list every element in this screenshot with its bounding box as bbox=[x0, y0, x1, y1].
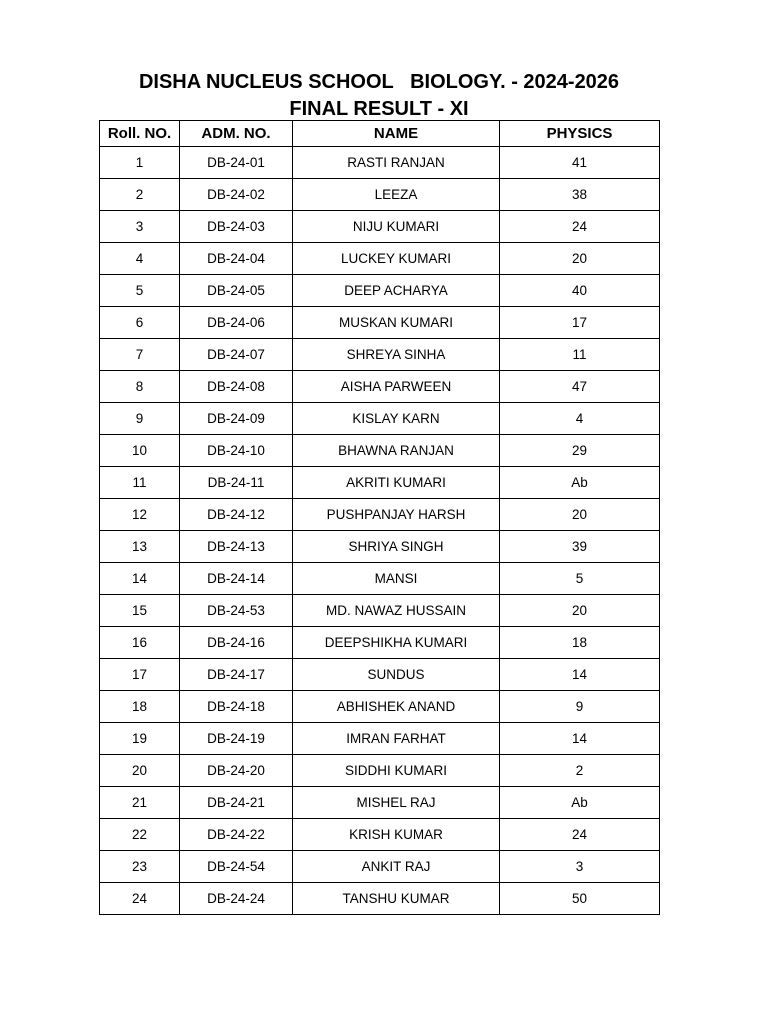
physics-cell: 17 bbox=[500, 307, 660, 339]
name-cell: LEEZA bbox=[293, 179, 500, 211]
adm-no-cell: DB-24-19 bbox=[180, 723, 293, 755]
adm-no-cell: DB-24-54 bbox=[180, 851, 293, 883]
table-row bbox=[100, 627, 660, 659]
name-cell: NIJU KUMARI bbox=[293, 211, 500, 243]
roll-no-cell: 3 bbox=[100, 211, 180, 243]
physics-cell: 18 bbox=[500, 627, 660, 659]
name-cell: PUSHPANJAY HARSH bbox=[293, 499, 500, 531]
adm-no-cell: DB-24-04 bbox=[180, 243, 293, 275]
table-row bbox=[100, 435, 660, 467]
results-table-head bbox=[100, 121, 660, 147]
results-table bbox=[99, 120, 660, 915]
table-row bbox=[100, 147, 660, 179]
roll-no-cell: 24 bbox=[100, 883, 180, 915]
adm-no-cell: DB-24-03 bbox=[180, 211, 293, 243]
adm-no-cell: DB-24-02 bbox=[180, 179, 293, 211]
table-row bbox=[100, 307, 660, 339]
table-row bbox=[100, 499, 660, 531]
physics-cell: 29 bbox=[500, 435, 660, 467]
adm-no-cell: DB-24-24 bbox=[180, 883, 293, 915]
name-cell: DEEP ACHARYA bbox=[293, 275, 500, 307]
roll-no-cell: 13 bbox=[100, 531, 180, 563]
adm-no-cell: DB-24-12 bbox=[180, 499, 293, 531]
roll-no-cell: 4 bbox=[100, 243, 180, 275]
roll-no-cell: 17 bbox=[100, 659, 180, 691]
roll-no-cell: 20 bbox=[100, 755, 180, 787]
physics-cell: 40 bbox=[500, 275, 660, 307]
roll-no-cell: 23 bbox=[100, 851, 180, 883]
name-cell: DEEPSHIKHA KUMARI bbox=[293, 627, 500, 659]
physics-cell: 20 bbox=[500, 243, 660, 275]
physics-cell: 24 bbox=[500, 211, 660, 243]
physics-cell: 3 bbox=[500, 851, 660, 883]
roll-no-cell: 6 bbox=[100, 307, 180, 339]
table-row bbox=[100, 531, 660, 563]
roll-no-cell: 8 bbox=[100, 371, 180, 403]
table-row bbox=[100, 339, 660, 371]
result-title: FINAL RESULT - XI bbox=[289, 98, 469, 120]
adm-no-cell: DB-24-01 bbox=[180, 147, 293, 179]
roll-no-cell: 15 bbox=[100, 595, 180, 627]
adm-no-cell: DB-24-16 bbox=[180, 627, 293, 659]
adm-no-cell: DB-24-09 bbox=[180, 403, 293, 435]
roll-no-cell: 19 bbox=[100, 723, 180, 755]
adm-no-cell: DB-24-14 bbox=[180, 563, 293, 595]
document-header bbox=[99, 69, 659, 123]
physics-cell: 20 bbox=[500, 595, 660, 627]
table-row bbox=[100, 243, 660, 275]
roll-no-cell: 11 bbox=[100, 467, 180, 499]
table-row bbox=[100, 179, 660, 211]
adm-no-cell: DB-24-05 bbox=[180, 275, 293, 307]
name-cell: RASTI RANJAN bbox=[293, 147, 500, 179]
table-row bbox=[100, 755, 660, 787]
header-row bbox=[100, 121, 660, 147]
name-cell: MANSI bbox=[293, 563, 500, 595]
table-row bbox=[100, 211, 660, 243]
physics-cell: 4 bbox=[500, 403, 660, 435]
adm-no-cell: DB-24-07 bbox=[180, 339, 293, 371]
table-row bbox=[100, 371, 660, 403]
adm-no-cell: DB-24-11 bbox=[180, 467, 293, 499]
name-cell: BHAWNA RANJAN bbox=[293, 435, 500, 467]
adm-no-cell: DB-24-53 bbox=[180, 595, 293, 627]
roll-no-cell: 12 bbox=[100, 499, 180, 531]
adm-no-cell: DB-24-08 bbox=[180, 371, 293, 403]
name-cell: MUSKAN KUMARI bbox=[293, 307, 500, 339]
physics-cell: 50 bbox=[500, 883, 660, 915]
table-row bbox=[100, 659, 660, 691]
physics-cell: 47 bbox=[500, 371, 660, 403]
roll-no-cell: 2 bbox=[100, 179, 180, 211]
table-row bbox=[100, 563, 660, 595]
physics-cell: 24 bbox=[500, 819, 660, 851]
roll-no-cell: 1 bbox=[100, 147, 180, 179]
physics-cell: 14 bbox=[500, 659, 660, 691]
physics-cell: 38 bbox=[500, 179, 660, 211]
physics-cell: Ab bbox=[500, 467, 660, 499]
table-row bbox=[100, 595, 660, 627]
roll-no-cell: 5 bbox=[100, 275, 180, 307]
adm-no-cell: DB-24-20 bbox=[180, 755, 293, 787]
roll-no-cell: 18 bbox=[100, 691, 180, 723]
table-row bbox=[100, 275, 660, 307]
roll-no-cell: 10 bbox=[100, 435, 180, 467]
adm-no-cell: DB-24-13 bbox=[180, 531, 293, 563]
physics-cell: 5 bbox=[500, 563, 660, 595]
name-cell: MISHEL RAJ bbox=[293, 787, 500, 819]
roll-no-cell: 14 bbox=[100, 563, 180, 595]
name-cell: IMRAN FARHAT bbox=[293, 723, 500, 755]
name-cell: KRISH KUMAR bbox=[293, 819, 500, 851]
name-cell: TANSHU KUMAR bbox=[293, 883, 500, 915]
table-row bbox=[100, 691, 660, 723]
adm-no-cell: DB-24-22 bbox=[180, 819, 293, 851]
name-cell: SHRIYA SINGH bbox=[293, 531, 500, 563]
column-header-physics: PHYSICS bbox=[500, 121, 660, 147]
physics-cell: 41 bbox=[500, 147, 660, 179]
table-row bbox=[100, 403, 660, 435]
table-row bbox=[100, 723, 660, 755]
table-row bbox=[100, 851, 660, 883]
name-cell: AISHA PARWEEN bbox=[293, 371, 500, 403]
results-table-body bbox=[100, 147, 660, 915]
adm-no-cell: DB-24-18 bbox=[180, 691, 293, 723]
name-cell: LUCKEY KUMARI bbox=[293, 243, 500, 275]
physics-cell: 39 bbox=[500, 531, 660, 563]
adm-no-cell: DB-24-21 bbox=[180, 787, 293, 819]
roll-no-cell: 22 bbox=[100, 819, 180, 851]
adm-no-cell: DB-24-10 bbox=[180, 435, 293, 467]
name-cell: SHREYA SINHA bbox=[293, 339, 500, 371]
column-header-name: NAME bbox=[293, 121, 500, 147]
name-cell: ABHISHEK ANAND bbox=[293, 691, 500, 723]
name-cell: AKRITI KUMARI bbox=[293, 467, 500, 499]
table-row bbox=[100, 467, 660, 499]
roll-no-cell: 9 bbox=[100, 403, 180, 435]
table-row bbox=[100, 787, 660, 819]
table-row bbox=[100, 819, 660, 851]
physics-cell: 2 bbox=[500, 755, 660, 787]
physics-cell: Ab bbox=[500, 787, 660, 819]
table-row bbox=[100, 883, 660, 915]
name-cell: ANKIT RAJ bbox=[293, 851, 500, 883]
name-cell: KISLAY KARN bbox=[293, 403, 500, 435]
name-cell: MD. NAWAZ HUSSAIN bbox=[293, 595, 500, 627]
roll-no-cell: 21 bbox=[100, 787, 180, 819]
column-header-adm-no: ADM. NO. bbox=[180, 121, 293, 147]
physics-cell: 20 bbox=[500, 499, 660, 531]
name-cell: SIDDHI KUMARI bbox=[293, 755, 500, 787]
physics-cell: 14 bbox=[500, 723, 660, 755]
adm-no-cell: DB-24-06 bbox=[180, 307, 293, 339]
roll-no-cell: 7 bbox=[100, 339, 180, 371]
physics-cell: 9 bbox=[500, 691, 660, 723]
physics-cell: 11 bbox=[500, 339, 660, 371]
column-header-roll-no: Roll. NO. bbox=[100, 121, 180, 147]
adm-no-cell: DB-24-17 bbox=[180, 659, 293, 691]
roll-no-cell: 16 bbox=[100, 627, 180, 659]
school-title: DISHA NUCLEUS SCHOOL BIOLOGY. - 2024-2026 bbox=[138, 71, 620, 93]
name-cell: SUNDUS bbox=[293, 659, 500, 691]
